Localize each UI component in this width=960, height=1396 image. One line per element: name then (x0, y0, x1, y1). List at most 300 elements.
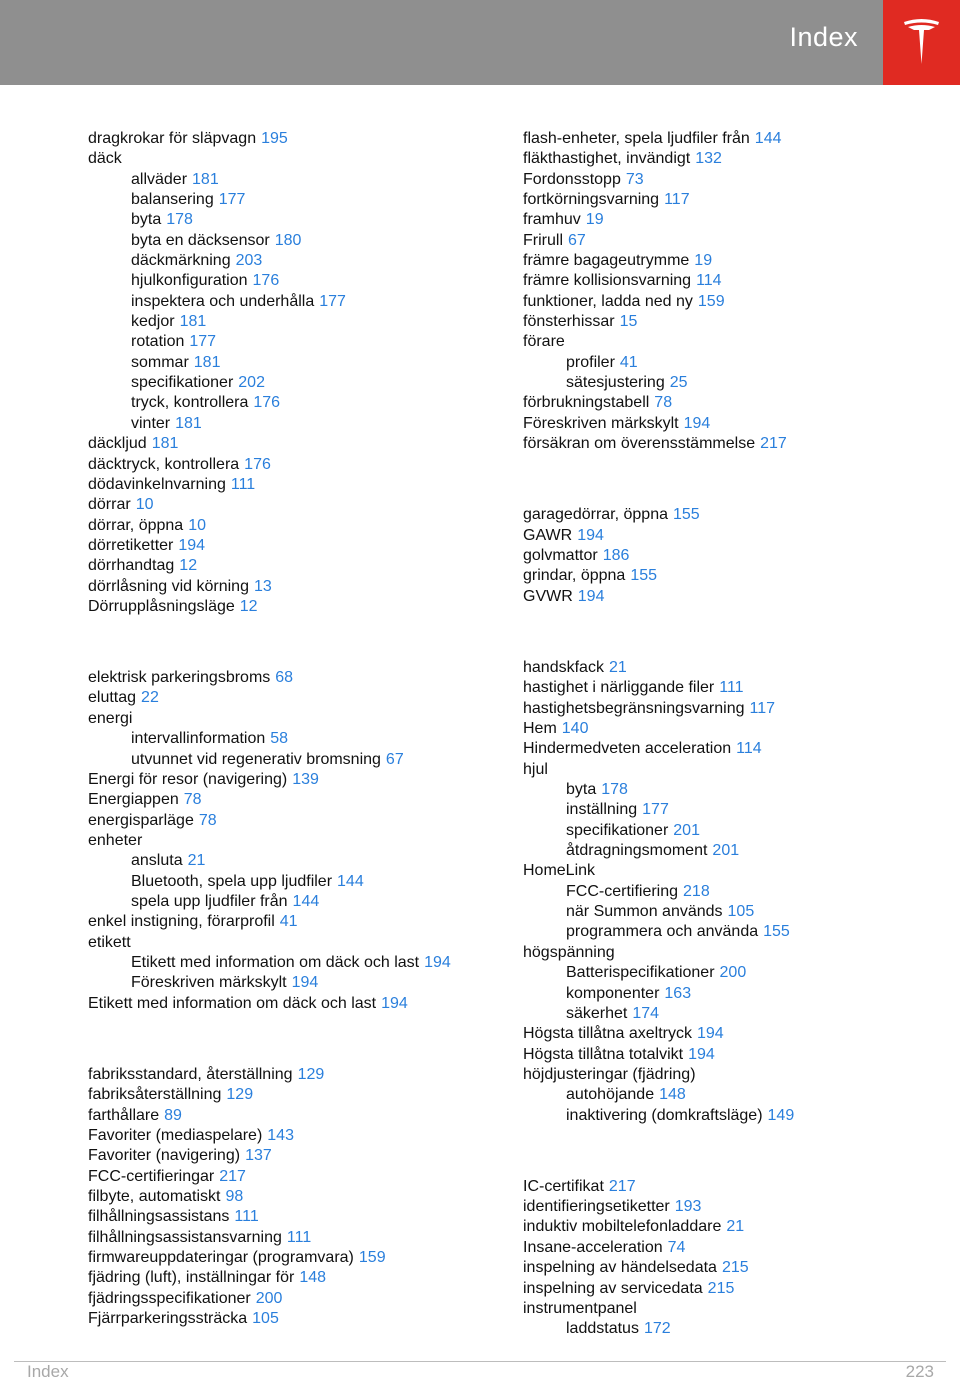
index-term: rotation (131, 333, 185, 351)
page-reference-link[interactable]: 181 (179, 313, 207, 331)
page-reference-link[interactable]: 176 (253, 394, 281, 412)
index-entry (523, 292, 943, 312)
index-term: handskfack (523, 659, 604, 676)
page-reference-link[interactable]: 148 (659, 1086, 686, 1104)
index-entry (523, 861, 943, 881)
index-entry (88, 912, 508, 932)
page-reference-link[interactable]: 181 (193, 353, 221, 371)
page-reference-link[interactable]: 194 (683, 414, 711, 432)
page-reference-link[interactable]: 144 (292, 892, 320, 910)
page-reference-link[interactable]: 78 (198, 811, 217, 829)
index-term: höjdjusteringar (fjädring) (523, 1065, 696, 1083)
index-term: energi (88, 709, 133, 727)
footer-page-number: 223 (905, 1362, 934, 1381)
index-subentry (88, 271, 508, 291)
index-term: etikett (88, 933, 131, 951)
index-term: Favoriter (navigering) (88, 1147, 241, 1165)
index-subentry (88, 973, 508, 993)
index-term: framhuv (523, 211, 581, 229)
page-reference-link[interactable]: 200 (719, 964, 747, 982)
page-reference-link[interactable]: 117 (664, 191, 690, 209)
index-entry (88, 1085, 508, 1105)
index-subentry (523, 984, 943, 1004)
page-reference-link[interactable]: 181 (175, 414, 202, 432)
page-reference-link[interactable]: 105 (252, 1310, 279, 1327)
index-subentry (88, 231, 508, 251)
index-subentry (88, 729, 508, 749)
page-reference-link[interactable]: 215 (721, 1259, 749, 1277)
index-entry (523, 1197, 943, 1217)
page-reference-link[interactable]: 218 (683, 882, 710, 900)
page-header (0, 0, 960, 85)
page-reference-link[interactable]: 200 (255, 1289, 283, 1307)
index-subentry (523, 780, 943, 800)
index-term: garagedörrar, öppna (523, 506, 668, 524)
index-term: när Summon används (566, 903, 723, 921)
page-reference-link[interactable]: 21 (187, 852, 206, 870)
index-section-gap (523, 607, 943, 658)
index-subentry (88, 892, 508, 912)
index-term: eluttag (88, 689, 137, 707)
index-entry (88, 495, 508, 515)
index-subentry (523, 800, 943, 820)
index-term: förbrukningstabell (523, 394, 650, 412)
index-term: inställning (566, 801, 638, 819)
index-term: fjädring (luft), inställningar för (88, 1269, 295, 1287)
index-subentry (88, 750, 508, 770)
index-term: Etikett med information om däck och last (131, 953, 420, 971)
page-reference-link[interactable]: 10 (188, 516, 206, 534)
index-term: GVWR (523, 587, 573, 605)
page-reference-link[interactable]: 217 (760, 435, 787, 453)
index-entry (523, 505, 943, 525)
page-reference-link[interactable]: 178 (166, 211, 193, 229)
index-entry (88, 790, 508, 810)
index-entry (88, 1207, 508, 1227)
index-entry (523, 678, 943, 698)
index-term: byta en däcksensor (131, 231, 270, 249)
index-entry (88, 597, 508, 617)
index-entry (523, 1217, 943, 1237)
page-reference-link[interactable]: 68 (275, 669, 294, 687)
index-term: Bluetooth, spela upp ljudfiler (131, 872, 333, 890)
index-term: firmwareuppdateringar (programvara) (88, 1248, 354, 1266)
index-term: IC-certifikat (523, 1177, 604, 1195)
page-reference-link[interactable]: 111 (230, 475, 256, 493)
page-reference-link[interactable]: 78 (654, 394, 673, 412)
index-term: profiler (566, 353, 615, 371)
index-term: Hem (523, 720, 557, 738)
page-reference-link[interactable]: 129 (226, 1086, 254, 1104)
page-reference-link[interactable]: 58 (270, 730, 289, 748)
index-entry (88, 1065, 508, 1085)
index-term: dörrhandtag (88, 557, 175, 575)
index-subentry (523, 882, 943, 902)
index-term: fönsterhissar (523, 313, 615, 331)
index-entry (88, 434, 508, 454)
page-reference-link[interactable]: 111 (234, 1208, 259, 1226)
footer-divider (14, 1361, 946, 1362)
page-reference-link[interactable]: 89 (164, 1106, 182, 1124)
index-subentry (523, 1319, 943, 1339)
index-subentry (88, 312, 508, 332)
index-term: dödavinkelnvarning (88, 475, 226, 493)
index-term: specifikationer (131, 374, 234, 392)
index-entry (523, 526, 943, 546)
index-entry (523, 271, 943, 291)
index-entry (523, 149, 943, 169)
index-term: enkel instigning, förarprofil (88, 913, 275, 931)
index-term: Föreskriven märkskylt (523, 414, 679, 432)
index-term: filbyte, automatiskt (88, 1187, 221, 1205)
index-term: inaktivering (domkraftsläge) (566, 1106, 763, 1124)
page-reference-link[interactable]: 159 (697, 292, 725, 310)
page-reference-link[interactable]: 19 (585, 211, 604, 229)
index-term: spela upp ljudfiler från (131, 892, 288, 910)
index-subentry (523, 902, 943, 922)
index-term: däckmärkning (131, 252, 231, 270)
page-reference-link[interactable]: 19 (694, 252, 713, 270)
index-entry (88, 556, 508, 576)
index-entry (88, 933, 508, 953)
index-term: filhållningsassistans (88, 1208, 230, 1226)
index-term: vinter (131, 414, 171, 432)
index-entry (88, 1309, 508, 1329)
index-entry (523, 210, 943, 230)
page-reference-link[interactable]: 140 (561, 720, 589, 738)
page-reference-link[interactable]: 67 (385, 750, 404, 768)
index-entry (523, 434, 943, 454)
index-entry (88, 536, 508, 556)
index-term: fjädringsspecifikationer (88, 1289, 251, 1307)
index-term: Energiappen (88, 791, 179, 809)
index-term: Insane-acceleration (523, 1238, 663, 1256)
index-entry (523, 1065, 943, 1085)
index-term: kedjor (131, 313, 175, 331)
index-term: balansering (131, 191, 214, 209)
index-term: FCC-certifiering (566, 882, 679, 900)
page-reference-link[interactable]: 143 (267, 1126, 294, 1144)
index-entry (523, 546, 943, 566)
index-section-gap (523, 1126, 943, 1177)
index-entry (523, 231, 943, 251)
index-term: autohöjande (566, 1086, 655, 1104)
page-reference-link[interactable]: 172 (643, 1320, 671, 1338)
index-entry (88, 1187, 508, 1207)
index-term: HomeLink (523, 862, 596, 880)
index-term: främre kollisionsvarning (523, 272, 692, 290)
index-subentry (88, 393, 508, 413)
index-term: däcktryck, kontrollera (88, 455, 240, 473)
index-term: golvmattor (523, 547, 598, 565)
index-term: intervallinformation (131, 730, 266, 748)
page-reference-link[interactable]: 177 (218, 191, 246, 209)
header-title: Index (789, 22, 858, 52)
index-subentry (88, 190, 508, 210)
index-entry (523, 943, 943, 963)
index-term: flash-enheter, spela ljudfiler från (523, 130, 750, 147)
page-reference-link[interactable]: 21 (608, 659, 627, 676)
page-reference-link[interactable]: 117 (749, 699, 775, 717)
page-reference-link[interactable]: 202 (238, 374, 265, 392)
page-reference-link[interactable]: 132 (695, 150, 722, 168)
page-reference-link[interactable]: 12 (179, 557, 198, 575)
index-term: byta (566, 781, 597, 799)
page-reference-link[interactable]: 217 (219, 1167, 246, 1185)
page-reference-link[interactable]: 159 (358, 1248, 386, 1266)
page-reference-link[interactable]: 15 (619, 313, 638, 331)
page-reference-link[interactable]: 25 (669, 374, 688, 392)
index-entry (523, 1045, 943, 1065)
page-reference-link[interactable]: 215 (707, 1279, 735, 1297)
page-reference-link[interactable]: 194 (178, 536, 206, 554)
index-entry (88, 475, 508, 495)
index-subentry (523, 841, 943, 861)
page-reference-link[interactable]: 98 (225, 1187, 244, 1205)
index-subentry (88, 851, 508, 871)
index-term: Högsta tillåtna axeltryck (523, 1025, 692, 1043)
index-term: funktioner, ladda ned ny (523, 292, 693, 310)
index-entry (523, 1177, 943, 1197)
page-reference-link[interactable]: 149 (767, 1106, 795, 1124)
index-term: hastighet i närliggande filer (523, 679, 715, 697)
page-reference-link[interactable]: 201 (712, 842, 740, 860)
page-reference-link[interactable]: 194 (291, 974, 319, 992)
index-subentry (523, 922, 943, 942)
page-reference-link[interactable]: 41 (279, 913, 298, 931)
index-term: laddstatus (566, 1320, 639, 1338)
index-entry (523, 1024, 943, 1044)
page-reference-link[interactable]: 105 (727, 903, 755, 921)
page-reference-link[interactable]: 201 (673, 821, 700, 839)
page-reference-link[interactable]: 148 (299, 1269, 327, 1287)
index-subentry (88, 210, 508, 230)
index-entry (88, 516, 508, 536)
index-entry (88, 1248, 508, 1268)
page-reference-link[interactable]: 155 (763, 923, 790, 941)
index-term: identifieringsetiketter (523, 1198, 670, 1216)
index-term: hjulkonfiguration (131, 272, 248, 290)
index-term: hastighetsbegränsningsvarning (523, 699, 745, 717)
page-reference-link[interactable]: 111 (286, 1228, 312, 1246)
index-entry (88, 1126, 508, 1146)
page-reference-link[interactable]: 114 (696, 272, 722, 290)
index-entry (88, 709, 508, 729)
index-term: programmera och använda (566, 923, 759, 941)
index-subentry (88, 953, 491, 973)
page-reference-link[interactable]: 194 (577, 526, 604, 544)
index-subentry (88, 414, 508, 434)
page-reference-link[interactable]: 195 (261, 130, 288, 147)
index-subentry (523, 1004, 943, 1024)
index-entry (523, 739, 943, 759)
page-reference-link[interactable]: 176 (252, 272, 280, 290)
page-reference-link[interactable]: 177 (189, 333, 217, 351)
index-term: åtdragningsmoment (566, 842, 708, 860)
index-entry (523, 393, 943, 413)
index-subentry (88, 353, 508, 373)
page-reference-link[interactable]: 155 (673, 506, 700, 524)
index-term: Frirull (523, 231, 563, 249)
page-reference-link[interactable]: 78 (183, 791, 202, 809)
index-entry (523, 760, 943, 780)
index-term: inspelning av servicedata (523, 1279, 703, 1297)
page-reference-link[interactable]: 67 (568, 231, 586, 249)
page-reference-link[interactable]: 139 (292, 770, 319, 788)
index-term: utvunnet vid regenerativ bromsning (131, 750, 381, 768)
page-reference-link[interactable]: 111 (719, 679, 744, 697)
index-term: FCC-certifieringar (88, 1167, 215, 1185)
page-reference-link[interactable]: 163 (664, 984, 692, 1002)
brand-logo (883, 0, 960, 85)
index-entry (523, 1279, 943, 1299)
page-reference-link[interactable]: 186 (602, 547, 630, 565)
index-term: elektrisk parkeringsbroms (88, 669, 271, 687)
index-term: allväder (131, 170, 188, 188)
index-entry (88, 577, 508, 597)
index-term: dörrar, öppna (88, 516, 184, 534)
index-term: Dörrupplåsningsläge (88, 597, 235, 615)
page-reference-link[interactable]: 194 (381, 994, 408, 1012)
index-term: GAWR (523, 526, 573, 544)
index-subentry (88, 373, 508, 393)
index-section-gap (88, 617, 508, 668)
index-term: Föreskriven märkskylt (131, 974, 287, 992)
page-reference-link[interactable]: 203 (235, 252, 263, 270)
index-term: dragkrokar för släpvagn (88, 130, 257, 147)
page-reference-link[interactable]: 22 (141, 689, 159, 707)
index-entry (88, 1146, 508, 1166)
page-reference-link[interactable]: 177 (319, 292, 346, 310)
index-section-gap (523, 455, 943, 506)
index-entry (523, 1258, 943, 1278)
page-reference-link[interactable]: 13 (253, 577, 272, 595)
index-subentry (523, 963, 943, 983)
index-entry (88, 455, 508, 475)
page-reference-link[interactable]: 137 (245, 1147, 272, 1165)
index-subentry (88, 872, 508, 892)
index-term: dörrlåsning vid körning (88, 577, 249, 595)
index-term: ansluta (131, 852, 183, 870)
index-entry (88, 1106, 508, 1126)
index-term: komponenter (566, 984, 660, 1002)
tesla-logo-icon (903, 17, 940, 67)
index-term: däck (88, 150, 122, 168)
index-term: Batterispecifikationer (566, 964, 715, 982)
index-term: farthållare (88, 1106, 160, 1124)
index-entry (88, 831, 508, 851)
index-entry (523, 332, 943, 352)
index-term: dörrar (88, 496, 131, 514)
page-reference-link[interactable]: 21 (726, 1218, 745, 1236)
index-entry (88, 811, 508, 831)
page-reference-link[interactable]: 180 (274, 231, 302, 249)
page-reference-link[interactable]: 144 (754, 130, 782, 147)
index-term: förare (523, 333, 565, 351)
page-reference-link[interactable]: 181 (192, 170, 219, 188)
index-term: byta (131, 211, 162, 229)
page-reference-link[interactable]: 155 (630, 567, 658, 585)
index-entry (523, 699, 943, 719)
index-entry (523, 658, 943, 678)
index-subentry (88, 332, 508, 352)
index-term: induktiv mobiltelefonladdare (523, 1218, 722, 1236)
page-reference-link[interactable]: 176 (244, 455, 271, 473)
index-term: säkerhet (566, 1004, 628, 1022)
page-reference-link[interactable]: 217 (608, 1177, 636, 1195)
page-reference-link[interactable]: 194 (696, 1025, 724, 1043)
index-term: fläkthastighet, invändigt (523, 150, 691, 168)
index-term: Energi för resor (navigering) (88, 770, 288, 788)
index-entry (523, 414, 943, 434)
index-term: däckljud (88, 435, 147, 453)
index-term: fortkörningsvarning (523, 191, 660, 209)
index-entry (523, 190, 943, 210)
index-subentry (523, 1085, 943, 1105)
page-reference-link[interactable]: 73 (625, 170, 644, 188)
index-column-left (88, 129, 508, 1329)
index-term: sommar (131, 353, 189, 371)
index-entry (523, 566, 943, 586)
page-reference-link[interactable]: 129 (297, 1065, 325, 1083)
page-reference-link[interactable]: 74 (667, 1238, 686, 1256)
index-entry (523, 170, 943, 190)
index-entry (88, 668, 508, 688)
index-subentry (523, 353, 943, 373)
page-reference-link[interactable]: 193 (674, 1198, 702, 1216)
page-reference-link[interactable]: 194 (688, 1045, 715, 1063)
index-term: Etikett med information om däck och last (88, 994, 377, 1012)
index-column-right (523, 129, 943, 1340)
page-reference-link[interactable]: 194 (577, 587, 605, 605)
index-term: Favoriter (mediaspelare) (88, 1126, 263, 1144)
index-term: främre bagageutrymme (523, 252, 690, 270)
index-entry (523, 129, 943, 149)
page-reference-link[interactable]: 114 (736, 740, 762, 758)
index-entry (88, 994, 508, 1014)
page-reference-link[interactable]: 144 (337, 872, 364, 890)
index-entry (523, 312, 943, 332)
index-term: fabriksstandard, återställning (88, 1065, 293, 1083)
footer-section-label: Index (27, 1362, 69, 1381)
index-entry (88, 1268, 508, 1288)
index-term: instrumentpanel (523, 1299, 637, 1317)
index-entry (88, 149, 508, 169)
index-entry (523, 587, 943, 607)
index-term: hjul (523, 760, 548, 778)
index-term: Fordonsstopp (523, 170, 621, 188)
index-term: Fjärrparkeringssträcka (88, 1310, 248, 1327)
index-entry (523, 1238, 943, 1258)
index-term: grindar, öppna (523, 567, 626, 585)
index-term: inspektera och underhålla (131, 292, 315, 310)
page-reference-link[interactable]: 12 (239, 597, 258, 615)
page-reference-link[interactable]: 174 (632, 1004, 660, 1022)
index-section-gap (88, 1014, 508, 1065)
page-reference-link[interactable]: 194 (424, 953, 451, 971)
index-term: enheter (88, 831, 143, 849)
index-term: specifikationer (566, 821, 669, 839)
index-entry (523, 1299, 943, 1319)
page-reference-link[interactable]: 181 (151, 435, 179, 453)
page-reference-link[interactable]: 10 (135, 496, 154, 514)
index-subentry (88, 292, 508, 312)
page-reference-link[interactable]: 178 (601, 781, 628, 799)
index-term: tryck, kontrollera (131, 394, 249, 412)
page-reference-link[interactable]: 41 (619, 353, 638, 371)
index-term: dörretiketter (88, 536, 174, 554)
page-reference-link[interactable]: 177 (642, 801, 669, 819)
